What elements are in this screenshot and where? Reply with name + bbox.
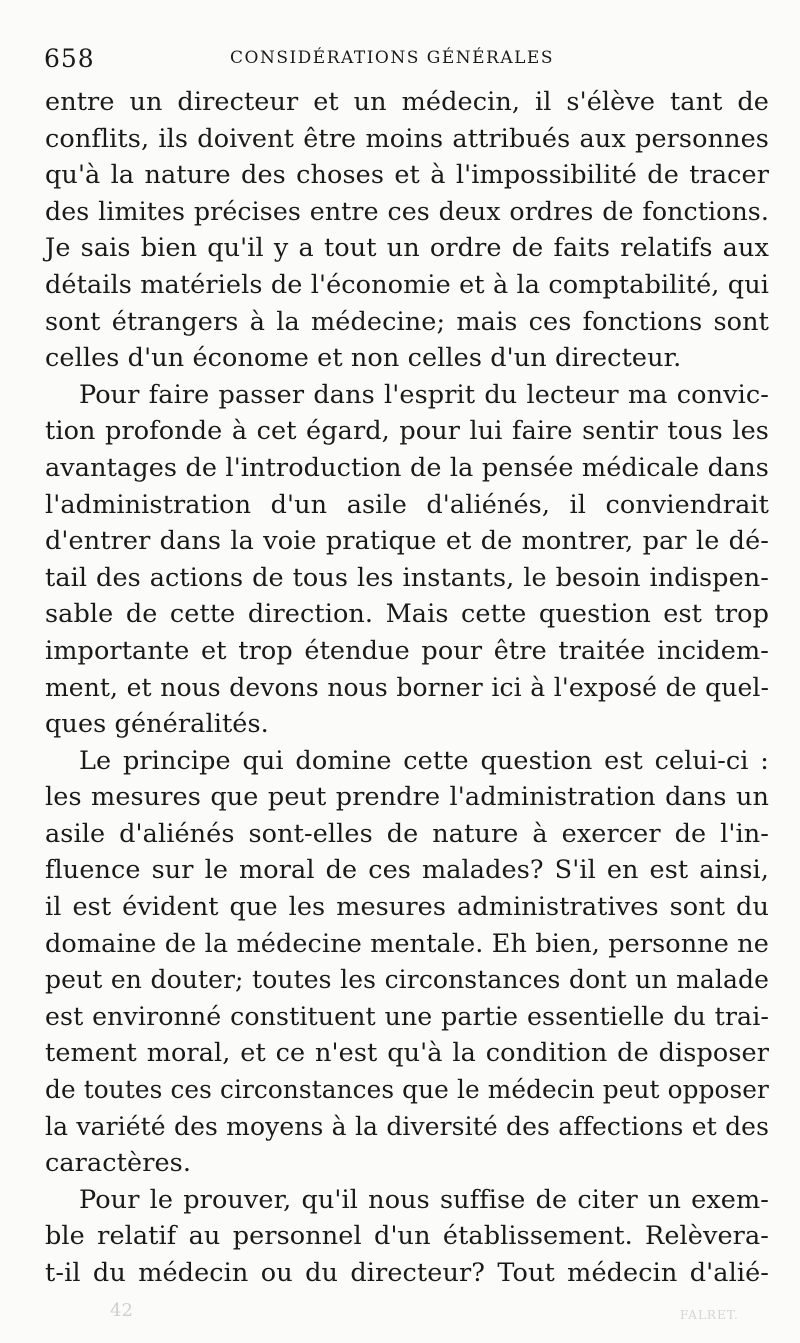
text-line: asile d'aliénés sont-elles de nature à exercer de l'in- <box>45 818 769 849</box>
text-line: détails matériels de l'économie et à la comptabilité, qui <box>45 269 769 300</box>
running-title: CONSIDÉRATIONS GÉNÉRALES <box>230 48 554 68</box>
text-line: est environné constituent une partie essentielle du trai- <box>45 1001 769 1031</box>
text-line: Je sais bien qu'il y a tout un ordre de faits relatifs aux <box>45 233 769 264</box>
text-line: avantages de l'introduction de la pensée médicale dans <box>45 452 769 483</box>
text-line: importante et trop étendue pour être traitée incidem- <box>45 635 769 666</box>
text-line: t-il du médecin ou du directeur? Tout médecin d'alié- <box>45 1258 769 1288</box>
text-line: la variété des moyens à la diversité des affections et des <box>45 1111 769 1141</box>
text-line: tement moral, et ce n'est qu'à la condition de disposer <box>45 1038 769 1069</box>
text-line: sont étrangers à la médecine; mais ces fonctions sont <box>45 306 769 337</box>
text-line: de toutes ces circonstances que le médecin peut opposer <box>45 1075 769 1105</box>
text-line: ment, et nous devons nous borner ici à l'exposé de quel- <box>45 672 769 702</box>
text-line: entre un directeur et un médecin, il s'élève tant de <box>45 87 769 117</box>
text-line: caractères. <box>45 1148 192 1179</box>
text-line: des limites précises entre ces deux ordres de fonctions. <box>45 196 769 226</box>
text-line: qu'à la nature des choses et à l'impossibilité de tracer <box>45 160 769 191</box>
text-line: tion profonde à cet égard, pour lui faire sentir tous les <box>45 416 769 447</box>
text-line: fluence sur le moral de ces malades? S'il en est ainsi, <box>45 855 769 886</box>
text-line: l'administration d'un asile d'aliénés, il conviendrait <box>45 489 769 520</box>
page-header <box>44 44 764 76</box>
text-line: domaine de la médecine mentale. Eh bien, personne ne <box>45 928 769 959</box>
text-line: Pour le prouver, qu'il nous suffise de citer un exem- <box>79 1184 769 1215</box>
text-line: les mesures que peut prendre l'administration dans un <box>45 782 769 813</box>
text-line: conflits, ils doivent être moins attribués aux personnes <box>45 123 769 154</box>
text-line: Pour faire passer dans l'esprit du lecteur ma convic- <box>79 379 769 410</box>
text-line: peut en douter; toutes les circonstances dont un malade <box>45 965 769 995</box>
text-line: ques généralités. <box>45 709 269 740</box>
author-mark: FALRET. <box>680 1308 739 1322</box>
body-text <box>45 84 769 1292</box>
text-line: d'entrer dans la voie pratique et de montrer, par le dé- <box>45 526 769 557</box>
text-line: il est évident que les mesures administratives sont du <box>45 892 769 923</box>
text-line: Le principe qui domine cette question est celui-ci : <box>79 745 769 776</box>
page-number: 658 <box>44 44 95 73</box>
signature-mark: 42 <box>110 1300 133 1321</box>
text-line: tail des actions de tous les instants, le besoin indispen- <box>45 562 769 593</box>
text-line: celles d'un économe et non celles d'un directeur. <box>45 343 682 374</box>
text-line: sable de cette direction. Mais cette question est trop <box>45 599 769 630</box>
text-line: ble relatif au personnel d'un établissement. Relèvera- <box>45 1221 769 1252</box>
